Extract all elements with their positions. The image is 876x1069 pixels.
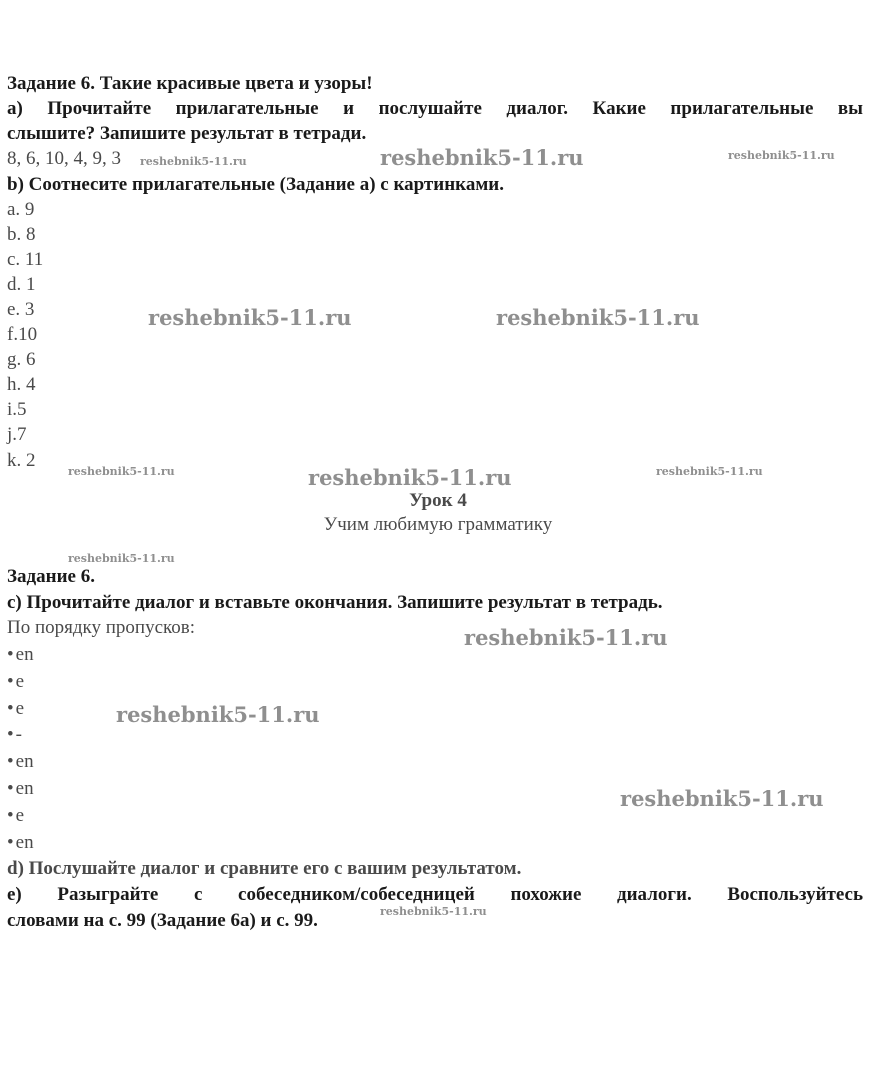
watermark: reshebnik5-11.ru [728, 149, 835, 162]
ending-item: • e [7, 671, 24, 693]
watermark: reshebnik5-11.ru [496, 305, 700, 330]
match-item: e. 3 [7, 299, 35, 320]
match-item: d. 1 [7, 274, 36, 295]
ending-item: • e [7, 805, 24, 827]
task-a-line-1: а) Прочитайте прилагательные и послушайте диалог. Какие прилагательные вы [7, 98, 863, 119]
match-item: a. 9 [7, 199, 35, 220]
task-e-line-1: e) Разыграйте с собеседником/собеседницей похожие диалоги. Воспользуйтесь [7, 884, 863, 905]
match-item: f.10 [7, 324, 38, 345]
watermark: reshebnik5-11.ru [464, 625, 668, 650]
task2-title: Задание 6. [7, 566, 95, 587]
match-item: j.7 [7, 424, 27, 445]
ending-item: • en [7, 751, 34, 773]
match-item: i.5 [7, 399, 27, 420]
match-item: b. 8 [7, 224, 36, 245]
task-a-line-2: слышите? Запишите результат в тетради. [7, 123, 367, 144]
match-item: h. 4 [7, 374, 36, 395]
ending-item: • e [7, 698, 24, 720]
lesson-subheading: Учим любимую грамматику [323, 514, 553, 535]
task-d-line: d) Послушайте диалог и сравните его с вашим результатом. [7, 858, 522, 879]
match-item: c. 11 [7, 249, 44, 270]
watermark: reshebnik5-11.ru [656, 465, 763, 478]
watermark: reshebnik5-11.ru [380, 905, 487, 918]
task-title: Задание 6. Такие красивые цвета и узоры! [7, 73, 373, 94]
task-e-line-2: словами на с. 99 (Задание 6а) и с. 99. [7, 910, 318, 931]
task-b-title: b) Соотнесите прилагательные (Задание а) с картинками. [7, 174, 504, 195]
order-label: По порядку пропусков: [7, 617, 196, 638]
watermark: reshebnik5-11.ru [116, 702, 320, 727]
ending-item: • en [7, 644, 34, 666]
ending-item: • en [7, 778, 34, 800]
match-item: g. 6 [7, 349, 36, 370]
watermark: reshebnik5-11.ru [308, 465, 512, 490]
lesson-heading: Урок 4 [409, 490, 467, 511]
ending-item: • en [7, 832, 34, 854]
watermark: reshebnik5-11.ru [140, 155, 247, 168]
watermark: reshebnik5-11.ru [380, 145, 584, 170]
match-item: k. 2 [7, 450, 36, 471]
task-c-title: c) Прочитайте диалог и вставьте окончания. Запишите результат в тетрадь. [7, 592, 663, 613]
task-a-answer: 8, 6, 10, 4, 9, 3 [7, 148, 121, 169]
watermark: reshebnik5-11.ru [148, 305, 352, 330]
watermark: reshebnik5-11.ru [620, 786, 824, 811]
ending-item: • - [7, 724, 22, 746]
watermark: reshebnik5-11.ru [68, 552, 175, 565]
watermark: reshebnik5-11.ru [68, 465, 175, 478]
